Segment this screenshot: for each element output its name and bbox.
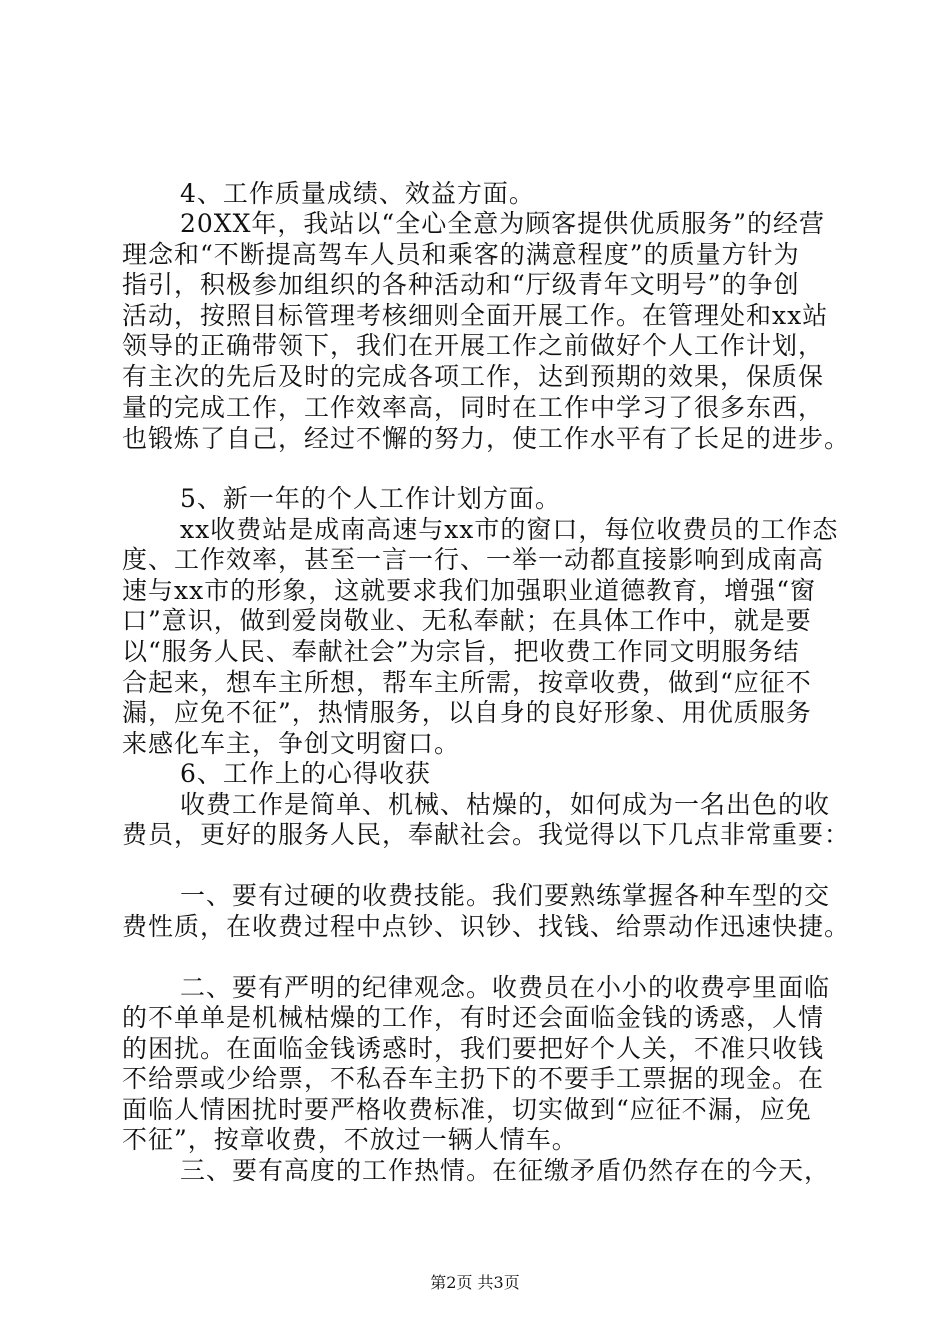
- text-line: 不征”，按章收费，不放过一辆人情车。: [122, 1125, 578, 1154]
- text-line: 理念和“不断提高驾车人员和乘客的满意程度”的质量方针为: [122, 240, 800, 269]
- text-line: 领导的正确带领下，我们在开展工作之前做好个人工作计划，: [122, 331, 825, 360]
- text-line: 指引，积极参加组织的各种活动和“厅级青年文明号”的争创: [122, 270, 800, 299]
- text-line: 收费工作是简单、机械、枯燥的，如何成为一名出色的收: [180, 790, 831, 819]
- text-line: 二、要有严明的纪律观念。收费员在小小的收费亭里面临: [180, 973, 831, 1002]
- text-line: 的不单单是机械枯燥的工作，有时还会面临金钱的诱惑，人情: [122, 1003, 825, 1032]
- text-line: 费员，更好的服务人民，奉献社会。我觉得以下几点非常重要：: [122, 820, 851, 849]
- text-line: 量的完成工作，工作效率高，同时在工作中学习了很多东西，: [122, 393, 825, 422]
- text-line: 一、要有过硬的收费技能。我们要熟练掌握各种车型的交: [180, 881, 831, 910]
- text-line: 不给票或少给票，不私吞车主扔下的不要手工票据的现金。在: [122, 1064, 825, 1093]
- text-line: 20XX年，我站以“全心全意为顾客提供优质服务”的经营: [180, 209, 825, 238]
- text-line: 度、工作效率，甚至一言一行、一举一动都直接影响到成南高: [122, 545, 825, 574]
- text-line: 也锻炼了自己，经过不懈的努力，使工作水平有了长足的进步。: [122, 424, 851, 453]
- text-line: 5、新一年的个人工作计划方面。: [180, 484, 561, 513]
- text-line: 合起来，想车主所想，帮车主所需，按章收费，做到“应征不: [122, 668, 812, 697]
- text-line: 口”意识，做到爱岗敬业、无私奉献；在具体工作中，就是要: [122, 606, 812, 635]
- text-line: 有主次的先后及时的完成各项工作，达到预期的效果，保质保: [122, 362, 825, 391]
- text-line: 漏，应免不征”，热情服务，以自身的良好形象、用优质服务: [122, 698, 812, 727]
- text-line: 的困扰。在面临金钱诱惑时，我们要把好个人关，不准只收钱: [122, 1034, 825, 1063]
- text-line: 活动，按照目标管理考核细则全面开展工作。在管理处和xx站: [122, 301, 829, 330]
- page-footer: 第2页 共3页: [430, 1273, 520, 1292]
- text-line: 4、工作质量成绩、效益方面。: [180, 179, 535, 208]
- text-line: 面临人情困扰时要严格收费标准，切实做到“应征不漏，应免: [122, 1095, 812, 1124]
- text-line: 速与xx市的形象，这就要求我们加强职业道德教育，增强“窗: [122, 576, 816, 605]
- text-line: 6、工作上的心得收获: [180, 759, 431, 788]
- text-line: 以“服务人民、奉献社会”为宗旨，把收费工作同文明服务结: [122, 637, 800, 666]
- text-line: 来感化车主，争创文明窗口。: [122, 729, 461, 758]
- text-line: 三、要有高度的工作热情。在征缴矛盾仍然存在的今天，: [180, 1156, 831, 1185]
- text-line: xx收费站是成南高速与xx市的窗口，每位收费员的工作态: [180, 515, 839, 544]
- text-line: 费性质，在收费过程中点钞、识钞、找钱、给票动作迅速快捷。: [122, 912, 851, 941]
